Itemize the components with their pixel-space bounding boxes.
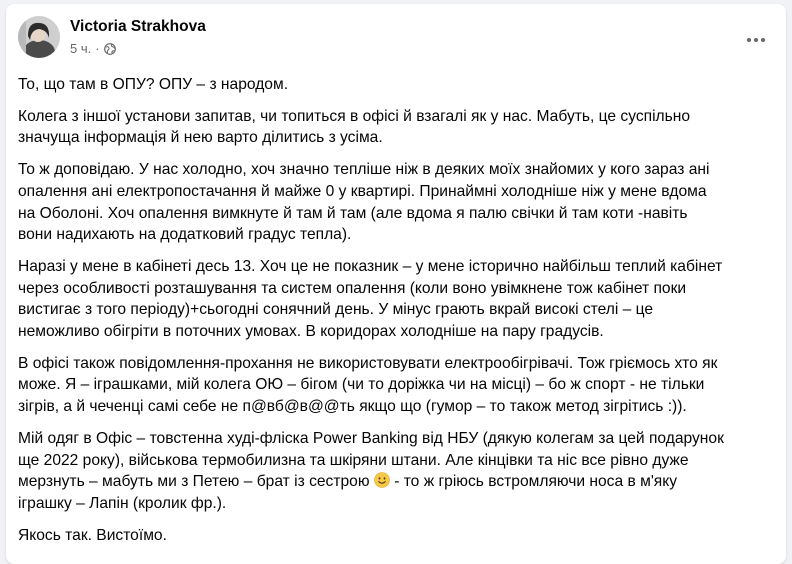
text-line: неможливо обігріти в поточних умовах. В коридорах холодніше на пару градусів. bbox=[18, 323, 604, 341]
text-line: значуща інформація й нею варто ділитись з усіма. bbox=[18, 129, 383, 147]
closing-line: Якось так. Вистоїмо. bbox=[18, 526, 167, 544]
meta-separator: · bbox=[95, 41, 100, 56]
post-text bbox=[18, 74, 778, 556]
text-line: опалення ані електропостачання й майже 0 у квартирі. Принаймні холодніше ніж у мене вдома bbox=[18, 182, 707, 200]
post-paragraph bbox=[18, 159, 778, 246]
text-line: мерзнуть – мабуть ми з Петею – брат із сестрою bbox=[18, 473, 374, 491]
text-line: вони надихають на додатковий градус тепла). bbox=[18, 226, 352, 244]
text-line: То, що там в ОПУ? ОПУ – з народом. bbox=[18, 76, 289, 93]
author-name[interactable]: Victoria Strakhova bbox=[70, 18, 206, 35]
post-paragraph bbox=[18, 256, 778, 343]
post-paragraph bbox=[18, 428, 778, 515]
post-paragraph bbox=[18, 353, 778, 418]
text-line: зігрів, а й чеченці самі себе не п@вб@в@@ть якщо що (гумор – то також метод зігрітись :)). bbox=[18, 398, 687, 416]
text-line: Колега з іншої установи запитав, чи топиться в офісі й взагалі як у нас. Мабуть, це суспільно bbox=[18, 107, 691, 125]
post-header bbox=[18, 14, 774, 62]
globe-icon bbox=[104, 43, 116, 55]
text-line: на Оболоні. Хоч опалення вимкнуте й там й там (але вдома я палю свічки й там коти -навіть bbox=[18, 204, 688, 222]
text-line: вистигає з того періоду)+сьогодні сонячний день. У мінус грають вкрай високі стелі – це bbox=[18, 301, 654, 319]
text-line: може. Я – іграшками, мій колега ОЮ – бігом (чи то доріжка чи на місці) – бо ж спорт - не тільки bbox=[18, 376, 705, 394]
text-line: То ж доповідаю. У нас холодно, хоч значно тепліше ніж в деяких моїх знайомих у кого зараз ані bbox=[18, 161, 710, 179]
more-options-icon[interactable] bbox=[738, 22, 774, 58]
post-paragraph bbox=[18, 106, 778, 149]
text-line: В офісі також повідомлення-прохання не використовувати електрообігрівачі. Тож гріємось хто як bbox=[18, 354, 718, 372]
post-timestamp[interactable]: 5 ч. bbox=[70, 41, 92, 56]
text-line: Мій одяг в Офіс – товстенна худі-фліска Power Banking від НБУ (дякую колегам за цей подарунок bbox=[18, 429, 724, 447]
text-line: - то ж гріюсь встромляючи носа в м'яку bbox=[389, 473, 678, 491]
text-line: іграшку – Лапін (кролик фр.). bbox=[18, 494, 227, 512]
smiling-face-emoji-icon bbox=[374, 472, 390, 488]
post-meta bbox=[70, 41, 116, 56]
text-line: через особливості розташування та систем опалення (коли воно увімкнене тож кабінет поки bbox=[18, 279, 687, 297]
author-avatar[interactable] bbox=[18, 16, 60, 58]
post-card bbox=[6, 4, 786, 564]
text-line: ще 2022 року), військова термобилизна та шкіряни штани. Але кінцівки та ніс все рівно дуже bbox=[18, 451, 689, 469]
post-paragraph bbox=[18, 74, 778, 96]
text-line: Наразі у мене в кабінеті десь 13. Хоч це не показник – у мене історично найбільш теплий кабінет bbox=[18, 257, 723, 275]
post-paragraph bbox=[18, 525, 778, 547]
